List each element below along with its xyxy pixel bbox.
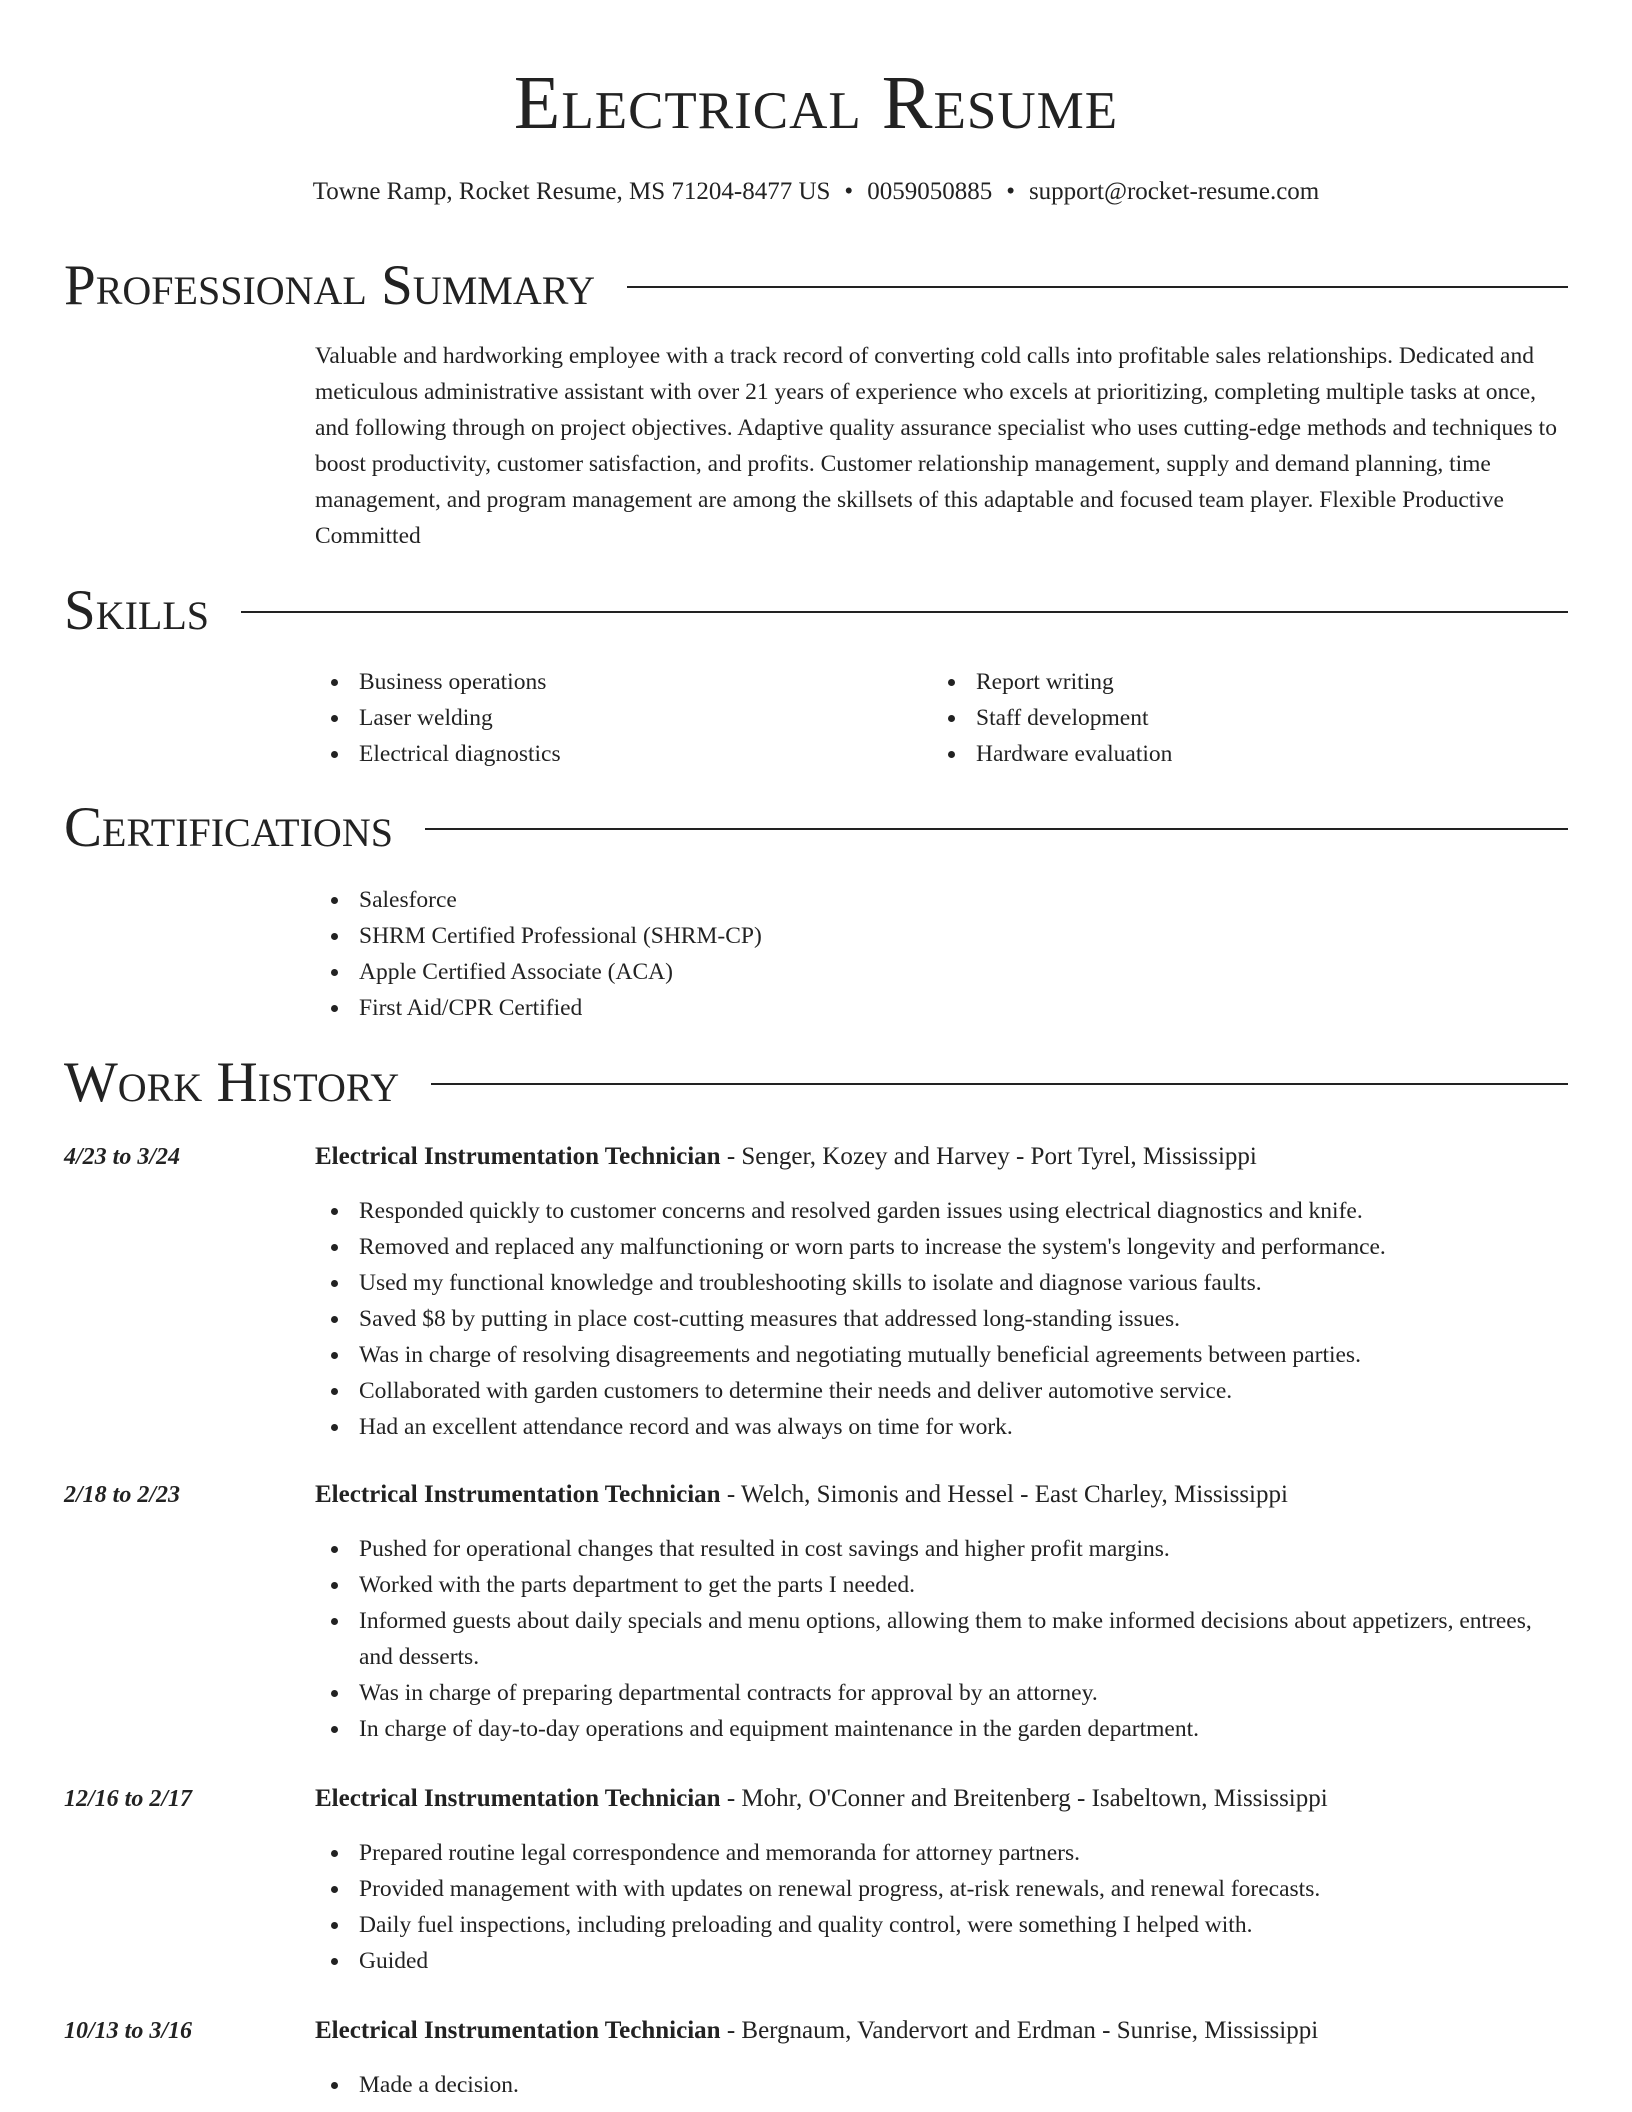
resume-name: Electrical Resume (513, 61, 1119, 145)
certifications-list (315, 882, 1315, 1026)
job-title: Electrical Instrumentation Technician (315, 1481, 721, 1508)
job-title: Electrical Instrumentation Technician (315, 1785, 721, 1812)
summary-section-header (64, 253, 1568, 319)
certification-item: Salesforce (315, 882, 1315, 918)
job-duty: Saved $8 by putting in place cost-cutting measures that addressed long-standing issues. (315, 1301, 1570, 1337)
job-duty: Was in charge of preparing departmental contracts for approval by an attorney. (315, 1675, 1570, 1711)
job-dates: 4/23 to 3/24 (64, 1144, 181, 1170)
job-duty: Was in charge of resolving disagreements and negotiating mutually beneficial agreements between parties. (315, 1337, 1570, 1373)
job-duties-list (315, 2067, 1570, 2103)
contact-separator: • (1006, 178, 1015, 205)
job-duty: Pushed for operational changes that resulted in cost savings and higher profit margins. (315, 1531, 1570, 1567)
section-divider (627, 286, 1568, 288)
certification-item: SHRM Certified Professional (SHRM-CP) (315, 918, 1315, 954)
job-title: Electrical Instrumentation Technician (315, 2017, 721, 2044)
job-employer: - Mohr, O'Conner and Breitenberg - Isabeltown, Mississippi (720, 1785, 1328, 1812)
job-header (315, 2013, 1575, 2049)
contact-separator: • (844, 178, 854, 205)
job-header (315, 1477, 1575, 1513)
skill-item: Report writing (932, 664, 1532, 700)
work-section-header (64, 1050, 1568, 1116)
job-header (315, 1139, 1575, 1175)
skill-item: Laser welding (315, 700, 915, 736)
work-heading: Work History (64, 1051, 400, 1114)
job-dates: 12/16 to 2/17 (64, 1786, 193, 1812)
skill-item: Electrical diagnostics (315, 736, 915, 772)
job-duty: Guided (315, 1943, 1570, 1979)
section-divider (425, 828, 1568, 830)
contact-phone: 0059050885 (867, 178, 993, 205)
summary-text: Valuable and hardworking employee with a track record of converting cold calls into profitable sales relationships. Dedicated and meticulous administrative assistant with over 21 years of experience who excels at prioritizing, completing multiple tasks at once, and following through on project objectives. Adaptive quality assurance specialist who uses cutting-edge methods and techniques to boost productivity, customer satisfaction, and profits. Customer relationship management, supply and demand planning, time management, and program management are among the skillsets of this adaptable and focused team player. Flexible Productive Committed (315, 343, 1557, 549)
skill-item: Business operations (315, 664, 915, 700)
job-dates: 10/13 to 3/16 (64, 2018, 193, 2044)
job-employer: - Bergnaum, Vandervort and Erdman - Sunrise, Mississippi (720, 2017, 1319, 2044)
summary-heading: Professional Summary (64, 254, 596, 317)
job-duty: Had an excellent attendance record and was always on time for work. (315, 1409, 1570, 1445)
job-duty: Prepared routine legal correspondence and memoranda for attorney partners. (315, 1835, 1570, 1871)
skills-heading: Skills (64, 579, 210, 642)
contact-address: Towne Ramp, Rocket Resume, MS 71204-8477 US (312, 178, 831, 205)
skill-item: Hardware evaluation (932, 736, 1532, 772)
certification-item: Apple Certified Associate (ACA) (315, 954, 1315, 990)
job-duties-list (315, 1193, 1570, 1445)
job-duty: Made a decision. (315, 2067, 1570, 2103)
job-dates: 2/18 to 2/23 (64, 1482, 181, 1508)
job-duty: Used my functional knowledge and troubleshooting skills to isolate and diagnose various faults. (315, 1265, 1570, 1301)
section-divider (431, 1083, 1568, 1085)
skills-list-right (932, 664, 1532, 772)
contact-line (0, 175, 1632, 209)
section-divider (241, 611, 1568, 613)
skills-list-left (315, 664, 915, 772)
job-duty: In charge of day-to-day operations and equipment maintenance in the garden department. (315, 1711, 1570, 1747)
job-duty: Responded quickly to customer concerns and resolved garden issues using electrical diagnostics and knife. (315, 1193, 1570, 1229)
contact-email: support@rocket-resume.com (1028, 178, 1320, 205)
certifications-heading: Certifications (64, 796, 393, 859)
job-employer: - Welch, Simonis and Hessel - East Charley, Mississippi (720, 1481, 1288, 1508)
job-duty: Removed and replaced any malfunctioning or worn parts to increase the system's longevity and performance. (315, 1229, 1570, 1265)
job-duty: Daily fuel inspections, including preloading and quality control, were something I helped with. (315, 1907, 1570, 1943)
job-duties-list (315, 1835, 1570, 1979)
job-duties-list (315, 1531, 1570, 1747)
skill-item: Staff development (932, 700, 1532, 736)
skills-section-header (64, 578, 1568, 644)
job-duty: Informed guests about daily specials and menu options, allowing them to make informed decisions about appetizers, entrees, and desserts. (315, 1603, 1570, 1675)
job-header (315, 1781, 1575, 1817)
job-duty: Collaborated with garden customers to determine their needs and deliver automotive service. (315, 1373, 1570, 1409)
job-employer: - Senger, Kozey and Harvey - Port Tyrel, Mississippi (720, 1143, 1257, 1170)
job-duty: Provided management with with updates on renewal progress, at-risk renewals, and renewal forecasts. (315, 1871, 1570, 1907)
job-title: Electrical Instrumentation Technician (315, 1143, 721, 1170)
certifications-section-header (64, 795, 1568, 861)
certification-item: First Aid/CPR Certified (315, 990, 1315, 1026)
job-duty: Worked with the parts department to get the parts I needed. (315, 1567, 1570, 1603)
